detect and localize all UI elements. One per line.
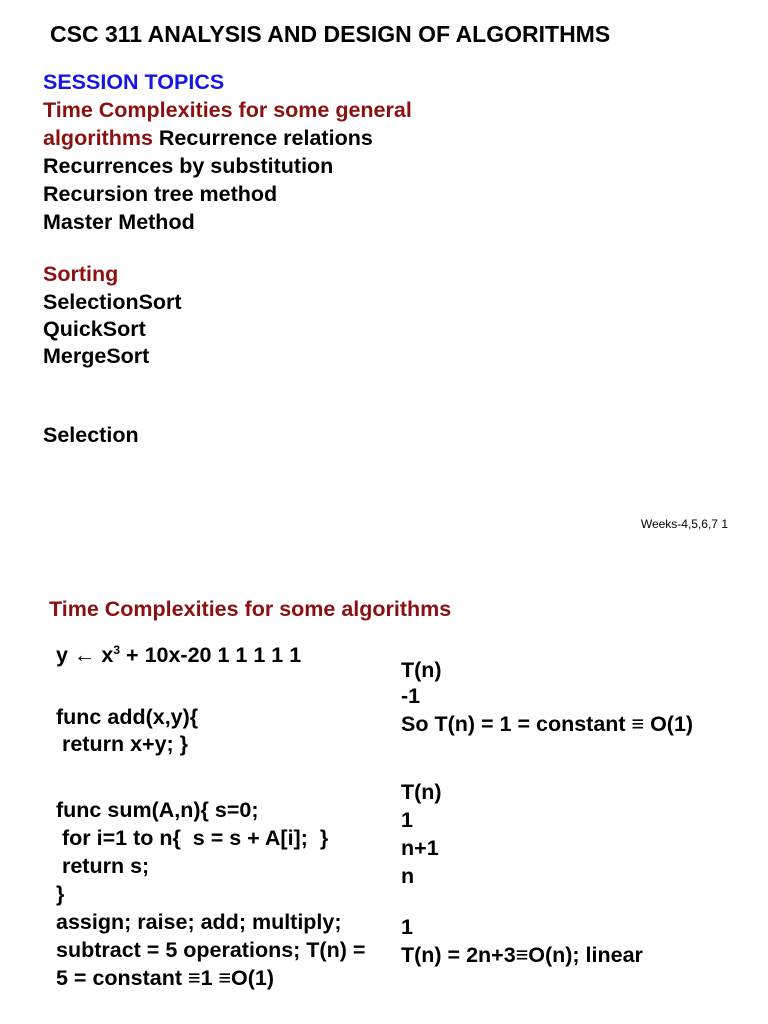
operations-line3: 5 = constant ≡1 ≡O(1) — [56, 966, 275, 990]
operations-line1: assign; raise; add; multiply; — [56, 910, 342, 934]
polynomial-rhs: + 10x-20 1 1 1 1 1 — [120, 643, 302, 667]
topic-recurrences-substitution: Recurrences by substitution — [43, 154, 334, 178]
count-n-plus-1: n+1 — [401, 836, 439, 860]
tn-label-2: T(n) — [401, 780, 442, 804]
minus-one: -1 — [401, 684, 421, 708]
sort-selectionsort: SelectionSort — [43, 290, 182, 314]
sum-code-line4: } — [56, 882, 65, 906]
topic-time-complexities-line1: Time Complexities for some general — [43, 98, 412, 122]
polynomial-line — [56, 641, 301, 669]
linear-result: T(n) = 2n+3≡O(n); linear — [401, 943, 643, 967]
topic-time-complexities-line2: algorithms — [43, 126, 153, 150]
count-n: n — [401, 864, 415, 888]
polynomial-lhs: y ← x — [56, 643, 114, 667]
sum-code-line1: func sum(A,n){ s=0; — [56, 798, 259, 822]
session-topics-heading: SESSION TOPICS — [43, 70, 225, 94]
count-one-2: 1 — [401, 915, 413, 939]
topic-recurrence-relations: Recurrence relations — [158, 126, 373, 150]
sort-quicksort: QuickSort — [43, 317, 146, 341]
slide1-footer: Weeks-4,5,6,7 1 — [640, 517, 728, 531]
constant-result: So T(n) = 1 = constant ≡ O(1) — [401, 712, 694, 736]
add-code-line1: func add(x,y){ — [56, 705, 199, 729]
topic-recursion-tree: Recursion tree method — [43, 182, 278, 206]
topic-master-method: Master Method — [43, 210, 195, 234]
sort-mergesort: MergeSort — [43, 344, 150, 368]
sum-code-line3: return s; — [56, 854, 150, 878]
add-code-line2: return x+y; } — [56, 732, 189, 756]
count-one: 1 — [401, 808, 413, 832]
polynomial-exponent: 3 — [113, 642, 121, 657]
sorting-heading: Sorting — [43, 262, 119, 286]
slide2-title: Time Complexities for some algorithms — [49, 597, 452, 621]
tn-label-1: T(n) — [401, 658, 442, 682]
selection-label: Selection — [43, 423, 139, 447]
sum-code-line2: for i=1 to n{ s = s + A[i]; } — [56, 826, 329, 850]
slide1-title: CSC 311 ANALYSIS AND DESIGN OF ALGORITHMS — [50, 21, 611, 47]
operations-line2: subtract = 5 operations; T(n) = — [56, 938, 366, 962]
topic-line2 — [43, 124, 373, 152]
